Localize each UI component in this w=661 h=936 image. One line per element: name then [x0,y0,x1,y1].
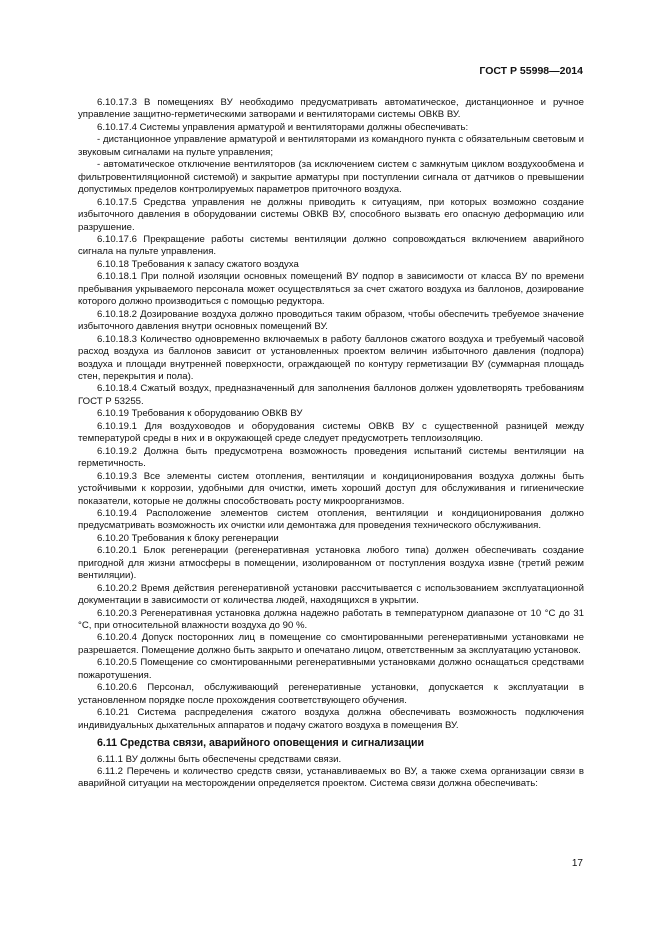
paragraph-list [78,97,584,732]
document-code-header: ГОСТ Р 55998—2014 [479,65,583,77]
paragraph: 6.10.17.4 Системы управления арматурой и вентиляторами должны обеспечивать: [97,121,469,133]
paragraph: 6.10.18.2 Дозирование воздуха должно проводиться таким образом, чтобы обеспечить требуемое значение избыточного давления внутри основных помещений ВУ. [78,308,584,333]
paragraph: 6.10.20.3 Регенеративная установка должна надежно работать в температурном диапазоне от 10 °С до 31 °С, при относительной влажности воздуха до 90 %. [78,607,584,632]
paragraph: 6.10.17.6 Прекращение работы системы вентиляции должно сопровождаться включением аварийного сигнала на пульте управления. [78,233,584,258]
paragraph: 6.10.21 Система распределения сжатого воздуха должна обеспечивать возможность подключения индивидуальных дыхательных аппаратов и подачу сжатого воздуха в помещения ВУ. [78,707,584,731]
paragraph: 6.10.19.2 Должна быть предусмотрена возможность проведения испытаний системы вентиляции на герметичность. [78,445,584,470]
paragraph: 6.10.18.3 Количество одновременно включаемых в работу баллонов сжатого воздуха и требуемый часовой расход воздуха из баллонов зависит от установленных проектом величин избыточного давления (подпора) воздуха и площади внутренней поверхности, ограждающей по контуру герметизации ВУ (суммарная площадь стен, перекрытия и пола). [78,333,584,382]
paragraph: 6.10.18 Требования к запасу сжатого воздуха [97,258,299,270]
section-heading: 6.11 Средства связи, аварийного оповещения и сигнализации [97,737,425,750]
paragraph: - автоматическое отключение вентиляторов (за исключением систем с замкнутым циклом воздухообмена и фильтровентиляционной системой) и закрытие арматуры при поступлении сигнала от датчиков о превышении допустимых пределов контролируемых параметров приточного воздуха. [78,159,584,196]
paragraph: 6.10.20.2 Время действия регенеративной установки рассчитывается с использованием эксплуатационной документации в зависимости от количества людей, находящихся в укрытии. [78,582,584,607]
paragraph-list-after [78,754,584,791]
paragraph: 6.11.1 ВУ должны быть обеспечены средствами связи. [97,753,342,765]
paragraph: 6.10.19.3 Все элементы систем отопления, вентиляции и кондиционирования воздуха должны быть устойчивыми к коррозии, удобными для очистки, иметь хороший доступ для обслуживания и гигиенические показатели, которые не должны способствовать росту микроорганизмов. [78,470,584,507]
paragraph: 6.10.20.6 Персонал, обслуживающий регенеративные установки, допускается к эксплуатации в установленном порядке после прохождения соответствующего обучения. [78,682,584,706]
page-number: 17 [571,858,583,869]
paragraph: 6.10.19.4 Расположение элементов систем отопления, вентиляции и кондиционирования должно предусматривать возможность их очистки или демонтажа для проведения технического обслуживания. [78,507,584,532]
paragraph: 6.10.18.1 При полной изоляции основных помещений ВУ подпор в зависимости от класса ВУ по времени пребывания укрываемого персонала может осуществляться за счет сжатого воздуха из баллонов, дозирование которого должно производиться с помощью редуктора. [78,271,584,308]
paragraph: 6.10.17.5 Средства управления не должны приводить к ситуациям, при которых возможно создание избыточного давления в оборудовании системы ОВКВ ВУ, способного вызвать его опасную деформацию или разрушение. [78,196,584,233]
paragraph: 6.10.19 Требования к оборудованию ОВКВ ВУ [97,408,303,420]
paragraph: - дистанционное управление арматурой и вентиляторами из командного пункта с обязательным световым и звуковым сигналами на пульте управления; [78,134,584,158]
paragraph: 6.11.2 Перечень и количество средств связи, устанавливаемых во ВУ, а также схема организации связи в аварийной ситуации на месторождении определяется проектом. Система связи должна обеспечивать: [78,766,584,790]
paragraph: 6.10.20 Требования к блоку регенерации [97,532,279,544]
paragraph: 6.10.20.1 Блок регенерации (регенеративная установка любого типа) должен обеспечивать создание пригодной для жизни атмосферы в помещении, изолированном от поступления воздуха извне (третий режим вентиляции). [78,545,584,582]
paragraph: 6.10.20.5 Помещение со смонтированными регенеративными установками должно оснащаться средствами пожаротушения. [78,657,584,681]
paragraph: 6.10.18.4 Сжатый воздух, предназначенный для заполнения баллонов должен удовлетворять требованиям ГОСТ Р 53255. [78,383,584,407]
document-body [78,97,584,791]
paragraph: 6.10.17.3 В помещениях ВУ необходимо предусматривать автоматическое, дистанционное и ручное управление защитно-герметическими затворами и вентиляторами системы ОВКВ ВУ. [78,97,584,121]
paragraph: 6.10.19.1 Для воздуховодов и оборудования системы ОВКВ ВУ с существенной разницей между температурой среды в них и в окружающей среде следует предусмотреть теплоизоляцию. [78,420,584,445]
paragraph: 6.10.20.4 Допуск посторонних лиц в помещение со смонтированными регенеративными установками не разрешается. Помещение должно быть закрыто и опечатано лицом, ответственным за эксплуатацию установок. [78,632,584,656]
